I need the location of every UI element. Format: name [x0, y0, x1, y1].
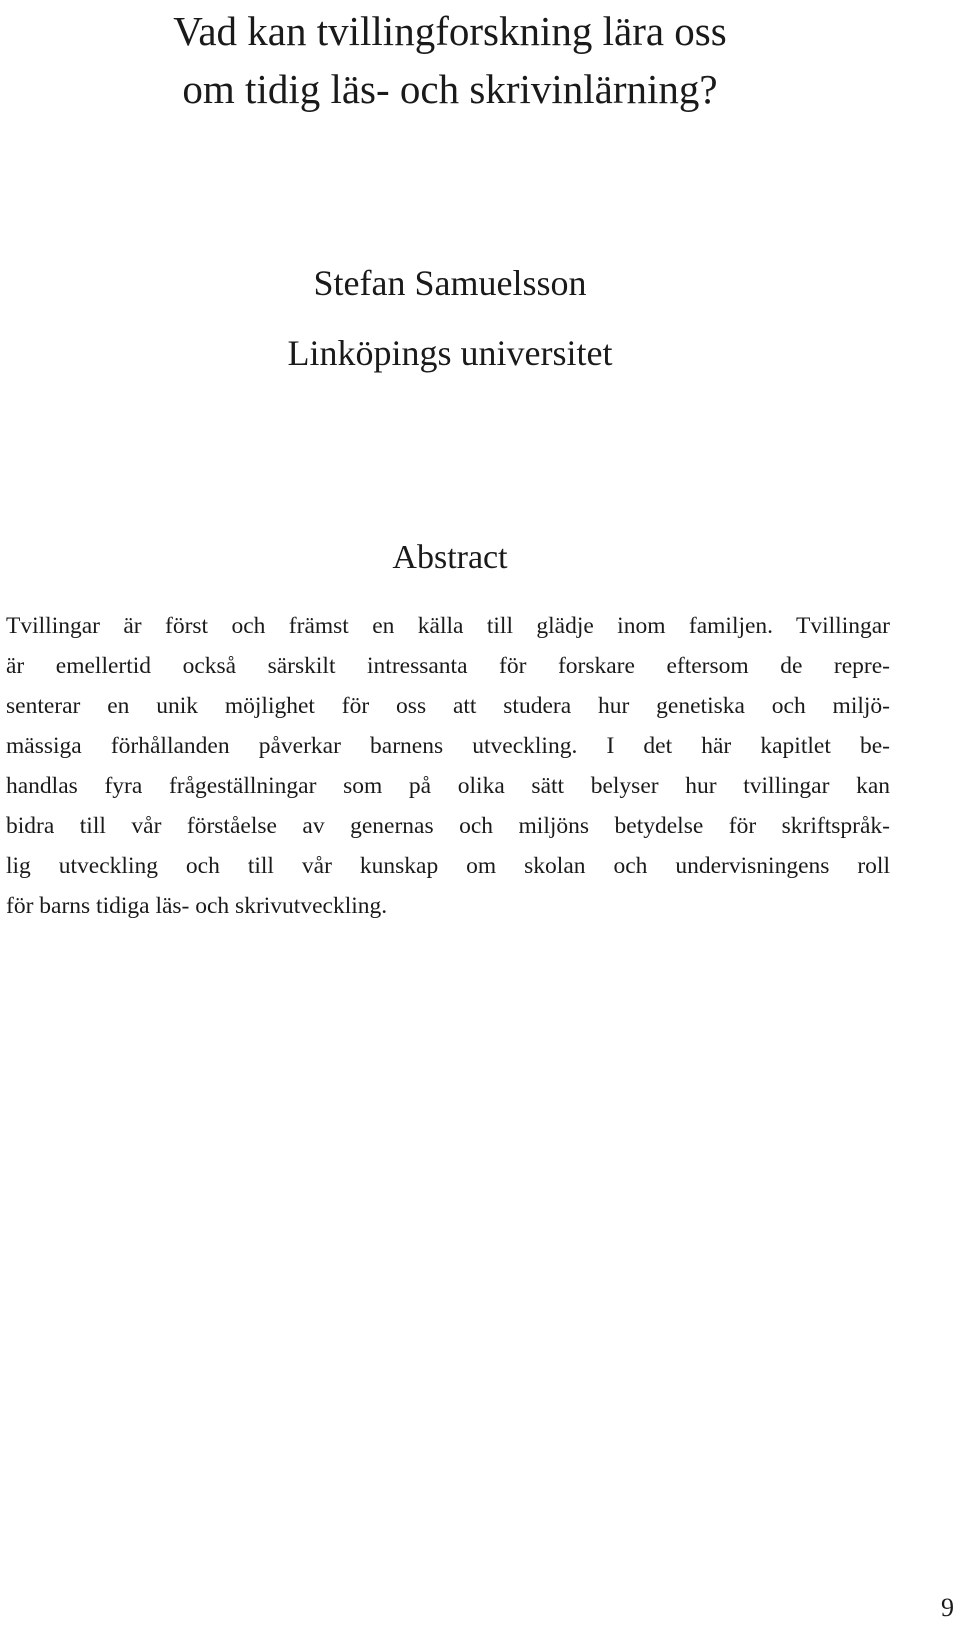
page-title	[0, 2, 900, 118]
author-name: Stefan Samuelsson	[313, 263, 587, 303]
page-number: 9	[941, 1593, 954, 1622]
abstract-line-4: mässiga förhållanden påverkar barnens utveckling. I det här kapitlet be-	[6, 733, 890, 759]
abstract-line-7: lig utveckling och till vår kunskap om skolan och undervisningens roll	[6, 853, 890, 879]
abstract-line-5: handlas fyra frågeställningar som på olika sätt belyser hur tvillingar kan	[6, 773, 890, 799]
abstract-line-1: Tvillingar är först och främst en källa till glädje inom familjen. Tvillingar	[6, 613, 890, 639]
title-line-1: Vad kan tvillingforskning lära oss	[173, 8, 727, 54]
author-affiliation: Linköpings universitet	[287, 333, 613, 373]
abstract-line-3: senterar en unik möjlighet för oss att studera hur genetiska och miljö-	[6, 693, 890, 719]
abstract-line-6: bidra till vår förståelse av genernas och miljöns betydelse för skriftspråk-	[6, 813, 890, 839]
abstract-body	[6, 606, 890, 926]
abstract-heading: Abstract	[392, 539, 508, 576]
author-block	[0, 248, 900, 388]
title-line-2: om tidig läs- och skrivinlärning?	[182, 66, 718, 112]
abstract-line-2: är emellertid också särskilt intressanta för forskare eftersom de repre-	[6, 653, 890, 679]
abstract-line-8: för barns tidiga läs- och skrivutveckling.	[6, 893, 388, 919]
